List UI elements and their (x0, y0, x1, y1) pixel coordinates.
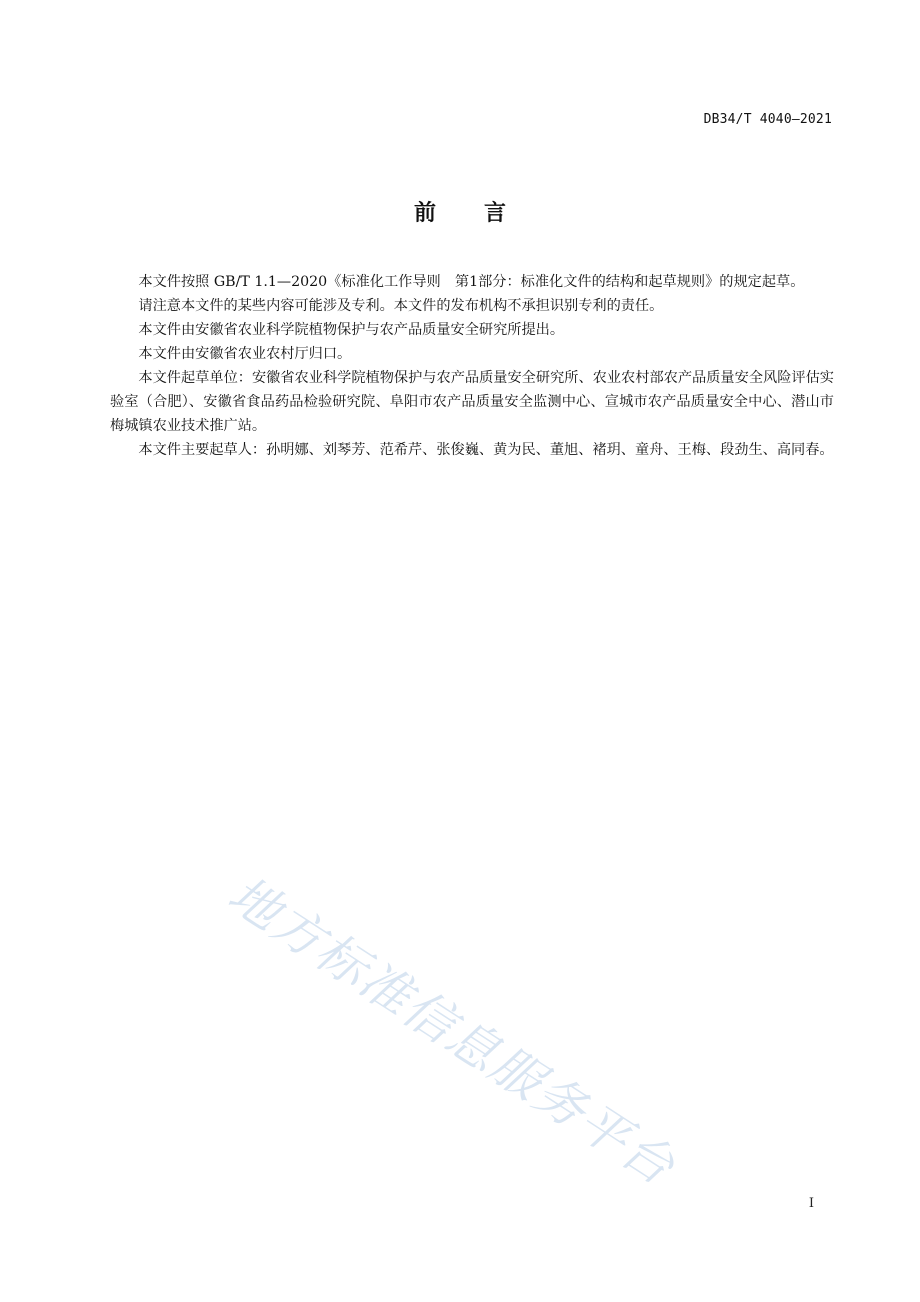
paragraph-drafting-units: 本文件起草单位：安徽省农业科学院植物保护与农产品质量安全研究所、农业农村部农产品质量安全风险评估实验室（合肥）、安徽省食品药品检验研究院、阜阳市农产品质量安全监测中心、宣城市农产品质量安全中心、潜山市梅城镇农业技术推广站。 (110, 370, 834, 434)
paragraph-drafting-rules: 本文件按照 GB/T 1.1—2020《标准化工作导则 第1部分：标准化文件的结构和起草规则》的规定起草。 (138, 274, 805, 290)
page-title: 前言 (413, 201, 554, 226)
preface-body (110, 270, 834, 462)
watermark: 地方标准信息服务平台 (218, 865, 686, 1197)
paragraph-administrator: 本文件由安徽省农业农村厅归口。 (138, 346, 352, 362)
paragraph-proposer: 本文件由安徽省农业科学院植物保护与农产品质量安全研究所提出。 (138, 322, 565, 338)
paragraph-drafters: 本文件主要起草人：孙明娜、刘琴芳、范希芹、张俊巍、黄为民、董旭、褚玥、童舟、王梅、段劲生、高同春。 (138, 442, 834, 458)
page-number: I (808, 1196, 814, 1211)
document-code: DB34/T 4040—2021 (703, 112, 832, 127)
paragraph-patent-notice: 请注意本文件的某些内容可能涉及专利。本文件的发布机构不承担识别专利的责任。 (138, 298, 664, 314)
